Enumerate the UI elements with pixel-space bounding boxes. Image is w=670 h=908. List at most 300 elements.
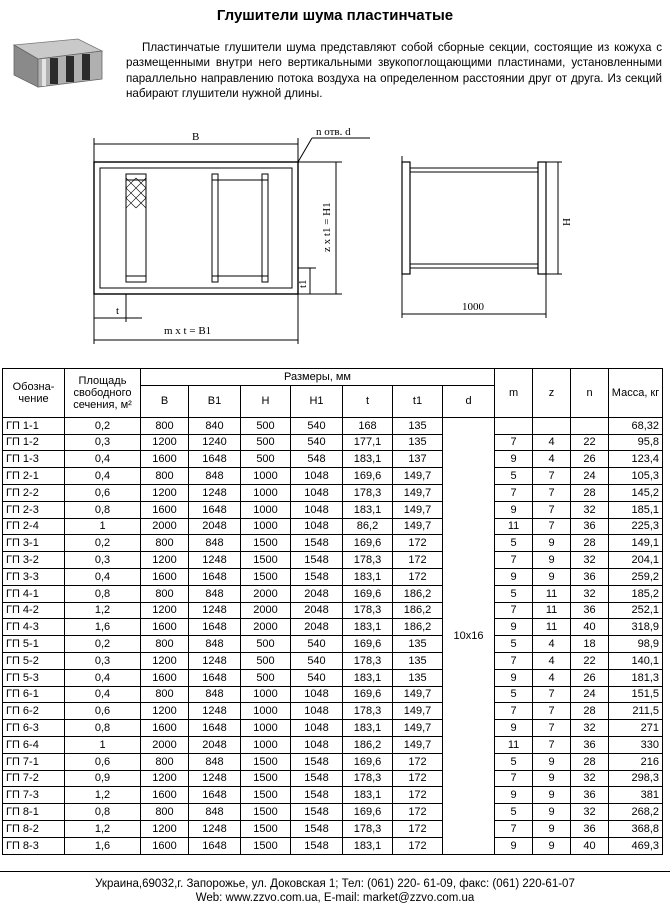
cell-n: 26	[571, 451, 609, 468]
table-row	[3, 720, 663, 737]
cell-z: 4	[533, 451, 571, 468]
cell-H1: 540	[291, 652, 343, 669]
cell-mass: 216	[609, 753, 663, 770]
label-H: H	[561, 218, 573, 226]
cell-mass: 271	[609, 720, 663, 737]
cell-H1: 548	[291, 451, 343, 468]
cell-H1: 2048	[291, 602, 343, 619]
cell-z: 4	[533, 434, 571, 451]
cell-t1: 149,7	[393, 720, 443, 737]
table-row	[3, 820, 663, 837]
cell-mass: 98,9	[609, 636, 663, 653]
cell-mass: 140,1	[609, 652, 663, 669]
cell-t1: 172	[393, 568, 443, 585]
table-row	[3, 636, 663, 653]
cell-t1: 135	[393, 434, 443, 451]
cell-B1: 1248	[189, 820, 241, 837]
header-d: d	[443, 385, 495, 417]
cell-t: 177,1	[343, 434, 393, 451]
cell-t: 178,3	[343, 602, 393, 619]
page-title: Глушители шума пластинчатые	[216, 7, 454, 24]
cell-z: 9	[533, 770, 571, 787]
cell-z: 7	[533, 518, 571, 535]
cell-H1: 1548	[291, 753, 343, 770]
table-row	[3, 787, 663, 804]
header-mass: Масса, кг	[609, 369, 663, 418]
cell-t: 183,1	[343, 787, 393, 804]
cell-m: 7	[495, 484, 533, 501]
cell-mass: 298,3	[609, 770, 663, 787]
cell-t1: 149,7	[393, 686, 443, 703]
cell-t: 178,3	[343, 820, 393, 837]
cell-z: 9	[533, 820, 571, 837]
table-row	[3, 585, 663, 602]
cell-t1: 149,7	[393, 518, 443, 535]
cell-B: 1600	[141, 619, 189, 636]
cell-n: 28	[571, 484, 609, 501]
cell-H: 1500	[241, 804, 291, 821]
cell-B: 1200	[141, 552, 189, 569]
cell-t1: 172	[393, 552, 443, 569]
cell-B: 1200	[141, 434, 189, 451]
cell-z: 11	[533, 619, 571, 636]
table-row	[3, 518, 663, 535]
cell-H1: 540	[291, 636, 343, 653]
cell-n: 32	[571, 720, 609, 737]
cell-t: 183,1	[343, 669, 393, 686]
cell-mass: 252,1	[609, 602, 663, 619]
cell-code: ГП 8-1	[3, 804, 65, 821]
cell-n: 36	[571, 602, 609, 619]
cell-n: 26	[571, 669, 609, 686]
cell-t1: 186,2	[393, 602, 443, 619]
cell-t: 86,2	[343, 518, 393, 535]
cell-area: 0,8	[65, 585, 141, 602]
cell-code: ГП 6-4	[3, 736, 65, 753]
cell-t: 169,6	[343, 753, 393, 770]
cell-H1: 1548	[291, 535, 343, 552]
cell-m: 9	[495, 837, 533, 854]
cell-n	[571, 417, 609, 434]
cell-n: 28	[571, 753, 609, 770]
cell-code: ГП 7-1	[3, 753, 65, 770]
cell-H1: 2048	[291, 585, 343, 602]
cell-t: 169,6	[343, 535, 393, 552]
cell-n: 32	[571, 804, 609, 821]
cell-code: ГП 2-3	[3, 501, 65, 518]
cell-z: 9	[533, 568, 571, 585]
header-H: H	[241, 385, 291, 417]
cell-B1: 2048	[189, 736, 241, 753]
cell-n: 40	[571, 837, 609, 854]
table-row	[3, 535, 663, 552]
cell-area: 0,4	[65, 686, 141, 703]
cell-t1: 172	[393, 837, 443, 854]
cell-code: ГП 7-3	[3, 787, 65, 804]
cell-code: ГП 6-1	[3, 686, 65, 703]
table-row	[3, 837, 663, 854]
cell-H1: 1548	[291, 837, 343, 854]
cell-t: 178,3	[343, 652, 393, 669]
cell-area: 0,8	[65, 720, 141, 737]
cell-code: ГП 3-3	[3, 568, 65, 585]
cell-m: 5	[495, 804, 533, 821]
label-holes: n отв. d	[316, 126, 351, 138]
cell-H1: 1548	[291, 770, 343, 787]
cell-z: 11	[533, 585, 571, 602]
cell-B1: 848	[189, 535, 241, 552]
cell-B1: 848	[189, 686, 241, 703]
cell-t1: 137	[393, 451, 443, 468]
table-row	[3, 770, 663, 787]
cell-t1: 149,7	[393, 484, 443, 501]
specs-table	[2, 368, 663, 855]
header-n: n	[571, 369, 609, 418]
cell-code: ГП 3-2	[3, 552, 65, 569]
cell-area: 1,6	[65, 619, 141, 636]
table-row	[3, 753, 663, 770]
footer-divider	[0, 871, 670, 872]
cell-H1: 1548	[291, 787, 343, 804]
cell-t: 169,6	[343, 686, 393, 703]
cell-B1: 1248	[189, 552, 241, 569]
cell-n: 28	[571, 703, 609, 720]
cell-B: 2000	[141, 736, 189, 753]
cell-area: 0,4	[65, 669, 141, 686]
table-row	[3, 619, 663, 636]
cell-B: 2000	[141, 518, 189, 535]
cell-area: 1,2	[65, 602, 141, 619]
cell-z: 9	[533, 552, 571, 569]
cell-B1: 848	[189, 804, 241, 821]
table-row	[3, 468, 663, 485]
cell-z: 9	[533, 837, 571, 854]
cell-t1: 172	[393, 770, 443, 787]
cell-m: 7	[495, 703, 533, 720]
table-row	[3, 434, 663, 451]
cell-B1: 1248	[189, 484, 241, 501]
cell-B1: 848	[189, 753, 241, 770]
cell-area: 0,3	[65, 552, 141, 569]
cell-m: 7	[495, 820, 533, 837]
cell-t1: 172	[393, 787, 443, 804]
cell-B: 1200	[141, 703, 189, 720]
cell-t: 169,6	[343, 636, 393, 653]
cell-n: 22	[571, 434, 609, 451]
cell-mass: 185,2	[609, 585, 663, 602]
cell-H: 500	[241, 434, 291, 451]
cell-n: 36	[571, 736, 609, 753]
cell-m: 9	[495, 787, 533, 804]
cell-area: 0,8	[65, 501, 141, 518]
cell-t: 183,1	[343, 619, 393, 636]
cell-B: 1200	[141, 602, 189, 619]
cell-t: 178,3	[343, 484, 393, 501]
cell-code: ГП 1-2	[3, 434, 65, 451]
cell-n: 22	[571, 652, 609, 669]
cell-H: 1500	[241, 837, 291, 854]
footer-address: Украина,69032,г. Запорожье, ул. Доковская 1; Тел: (061) 220- 61-09, факс: (061) 220-61-07	[95, 878, 575, 890]
cell-H: 2000	[241, 619, 291, 636]
cell-m: 9	[495, 669, 533, 686]
cell-m: 7	[495, 770, 533, 787]
cell-mass: 330	[609, 736, 663, 753]
cell-n: 36	[571, 568, 609, 585]
header-sizes: Размеры, мм	[141, 369, 495, 386]
cell-B1: 1648	[189, 669, 241, 686]
cell-area: 1,2	[65, 820, 141, 837]
cell-B: 1600	[141, 720, 189, 737]
cell-H: 1500	[241, 770, 291, 787]
cell-mass: 268,2	[609, 804, 663, 821]
cell-area: 1,6	[65, 837, 141, 854]
cell-area: 1,2	[65, 787, 141, 804]
cell-m: 11	[495, 736, 533, 753]
cell-area: 0,8	[65, 804, 141, 821]
cell-d: 10x16	[443, 417, 495, 854]
cell-area: 0,2	[65, 535, 141, 552]
cell-m: 5	[495, 686, 533, 703]
cell-B1: 1248	[189, 602, 241, 619]
cell-t: 169,6	[343, 585, 393, 602]
cell-H: 1500	[241, 820, 291, 837]
cell-B: 1600	[141, 451, 189, 468]
cell-code: ГП 3-1	[3, 535, 65, 552]
cell-H: 2000	[241, 602, 291, 619]
cell-H1: 1548	[291, 804, 343, 821]
cell-mass: 123,4	[609, 451, 663, 468]
cell-n: 40	[571, 619, 609, 636]
label-B1: m x t = B1	[164, 325, 212, 337]
cell-B: 800	[141, 636, 189, 653]
cell-mass: 181,3	[609, 669, 663, 686]
cell-H1: 540	[291, 669, 343, 686]
cell-z: 9	[533, 535, 571, 552]
cell-H: 500	[241, 669, 291, 686]
cell-mass: 95,8	[609, 434, 663, 451]
cell-code: ГП 2-2	[3, 484, 65, 501]
cell-B: 1200	[141, 770, 189, 787]
cell-code: ГП 4-2	[3, 602, 65, 619]
cell-t1: 172	[393, 753, 443, 770]
cell-t1: 172	[393, 804, 443, 821]
cell-z: 9	[533, 787, 571, 804]
table-row	[3, 417, 663, 434]
cell-H: 1500	[241, 787, 291, 804]
cell-t1: 149,7	[393, 468, 443, 485]
cell-t1: 135	[393, 636, 443, 653]
cell-B: 800	[141, 686, 189, 703]
cell-H1: 1048	[291, 501, 343, 518]
cell-B: 1600	[141, 501, 189, 518]
label-t1: t1	[297, 279, 309, 288]
cell-mass: 259,2	[609, 568, 663, 585]
cell-H: 1000	[241, 468, 291, 485]
header-H1: H1	[291, 385, 343, 417]
cell-n: 32	[571, 585, 609, 602]
cell-B: 800	[141, 417, 189, 434]
table-row	[3, 686, 663, 703]
footer	[0, 877, 670, 905]
cell-z: 4	[533, 652, 571, 669]
cell-H1: 1048	[291, 468, 343, 485]
cell-m: 5	[495, 535, 533, 552]
cell-t: 169,6	[343, 468, 393, 485]
cell-H: 500	[241, 636, 291, 653]
cell-z: 4	[533, 669, 571, 686]
cell-B1: 1648	[189, 837, 241, 854]
cell-n: 28	[571, 535, 609, 552]
cell-mass: 68,32	[609, 417, 663, 434]
cell-H: 1000	[241, 484, 291, 501]
cell-code: ГП 7-2	[3, 770, 65, 787]
header-B: B	[141, 385, 189, 417]
cell-H: 1000	[241, 686, 291, 703]
cell-t: 183,1	[343, 720, 393, 737]
table-row	[3, 804, 663, 821]
cell-H1: 1048	[291, 720, 343, 737]
cell-H1: 540	[291, 434, 343, 451]
header-t1: t1	[393, 385, 443, 417]
cell-B: 1600	[141, 787, 189, 804]
cell-t1: 186,2	[393, 619, 443, 636]
cell-n: 32	[571, 501, 609, 518]
cell-t: 186,2	[343, 736, 393, 753]
cell-code: ГП 6-2	[3, 703, 65, 720]
cell-m: 7	[495, 652, 533, 669]
cell-B1: 1248	[189, 770, 241, 787]
cell-H: 1000	[241, 736, 291, 753]
cell-B: 800	[141, 753, 189, 770]
cell-mass: 204,1	[609, 552, 663, 569]
cell-z: 4	[533, 636, 571, 653]
cell-area: 0,6	[65, 484, 141, 501]
cell-m	[495, 417, 533, 434]
table-row	[3, 602, 663, 619]
cell-area: 0,3	[65, 434, 141, 451]
cell-code: ГП 8-3	[3, 837, 65, 854]
cell-B1: 2048	[189, 518, 241, 535]
cell-B1: 1248	[189, 703, 241, 720]
cell-H1: 1548	[291, 552, 343, 569]
cell-B: 800	[141, 804, 189, 821]
cell-area: 0,3	[65, 652, 141, 669]
cell-n: 36	[571, 518, 609, 535]
cell-B1: 1648	[189, 619, 241, 636]
cell-B: 1200	[141, 652, 189, 669]
cell-B1: 848	[189, 468, 241, 485]
cell-n: 32	[571, 552, 609, 569]
header-B1: B1	[189, 385, 241, 417]
cell-n: 18	[571, 636, 609, 653]
cell-t1: 135	[393, 417, 443, 434]
footer-web: Web: www.zzvo.com.ua, E-mail: market@zzvo.com.ua	[195, 892, 475, 904]
cell-mass: 211,5	[609, 703, 663, 720]
cell-area: 1	[65, 736, 141, 753]
table-row	[3, 501, 663, 518]
cell-H: 1500	[241, 552, 291, 569]
table-row	[3, 736, 663, 753]
cell-H1: 1048	[291, 518, 343, 535]
cell-t: 183,1	[343, 451, 393, 468]
table-row	[3, 652, 663, 669]
cell-H1: 1048	[291, 484, 343, 501]
cell-H: 1500	[241, 753, 291, 770]
cell-t1: 172	[393, 535, 443, 552]
cell-H: 1000	[241, 703, 291, 720]
cell-B1: 1648	[189, 568, 241, 585]
cell-area: 0,6	[65, 703, 141, 720]
cell-code: ГП 5-3	[3, 669, 65, 686]
cell-t: 178,3	[343, 703, 393, 720]
cell-code: ГП 2-4	[3, 518, 65, 535]
cell-area: 0,2	[65, 636, 141, 653]
table-row	[3, 484, 663, 501]
cell-m: 11	[495, 518, 533, 535]
header-m: m	[495, 369, 533, 418]
cell-m: 5	[495, 585, 533, 602]
specs-table-body	[3, 417, 663, 854]
cell-m: 9	[495, 619, 533, 636]
cell-z: 9	[533, 753, 571, 770]
cell-mass: 149,1	[609, 535, 663, 552]
cell-m: 5	[495, 753, 533, 770]
cell-n: 24	[571, 468, 609, 485]
cell-t: 178,3	[343, 770, 393, 787]
cell-m: 7	[495, 434, 533, 451]
cell-t1: 135	[393, 669, 443, 686]
cell-B: 800	[141, 535, 189, 552]
cell-z: 7	[533, 686, 571, 703]
cell-code: ГП 1-3	[3, 451, 65, 468]
header-area: Площадь свободного сечения, м²	[65, 369, 141, 418]
product-photo	[6, 37, 106, 89]
cell-t: 183,1	[343, 837, 393, 854]
cell-H1: 1048	[291, 686, 343, 703]
cell-B1: 848	[189, 636, 241, 653]
cell-area: 0,4	[65, 468, 141, 485]
cell-B1: 848	[189, 585, 241, 602]
cell-H: 1000	[241, 720, 291, 737]
cell-area: 0,9	[65, 770, 141, 787]
cell-code: ГП 4-1	[3, 585, 65, 602]
cell-area: 0,4	[65, 451, 141, 468]
cell-m: 7	[495, 552, 533, 569]
cell-area: 0,4	[65, 568, 141, 585]
cell-t1: 186,2	[393, 585, 443, 602]
label-B: B	[192, 131, 200, 143]
label-t: t	[116, 305, 120, 317]
cell-H1: 540	[291, 417, 343, 434]
cell-z: 11	[533, 602, 571, 619]
cell-H: 1000	[241, 501, 291, 518]
cell-m: 9	[495, 568, 533, 585]
cell-H: 500	[241, 652, 291, 669]
cell-B: 800	[141, 585, 189, 602]
cell-z: 7	[533, 720, 571, 737]
cell-area: 0,6	[65, 753, 141, 770]
cell-H: 1500	[241, 568, 291, 585]
cell-H1: 1048	[291, 703, 343, 720]
cell-B1: 1248	[189, 652, 241, 669]
cell-B1: 1648	[189, 451, 241, 468]
cell-m: 9	[495, 451, 533, 468]
cell-code: ГП 8-2	[3, 820, 65, 837]
cell-B1: 1648	[189, 720, 241, 737]
cell-n: 32	[571, 770, 609, 787]
cell-H1: 1548	[291, 820, 343, 837]
cell-B: 1200	[141, 820, 189, 837]
